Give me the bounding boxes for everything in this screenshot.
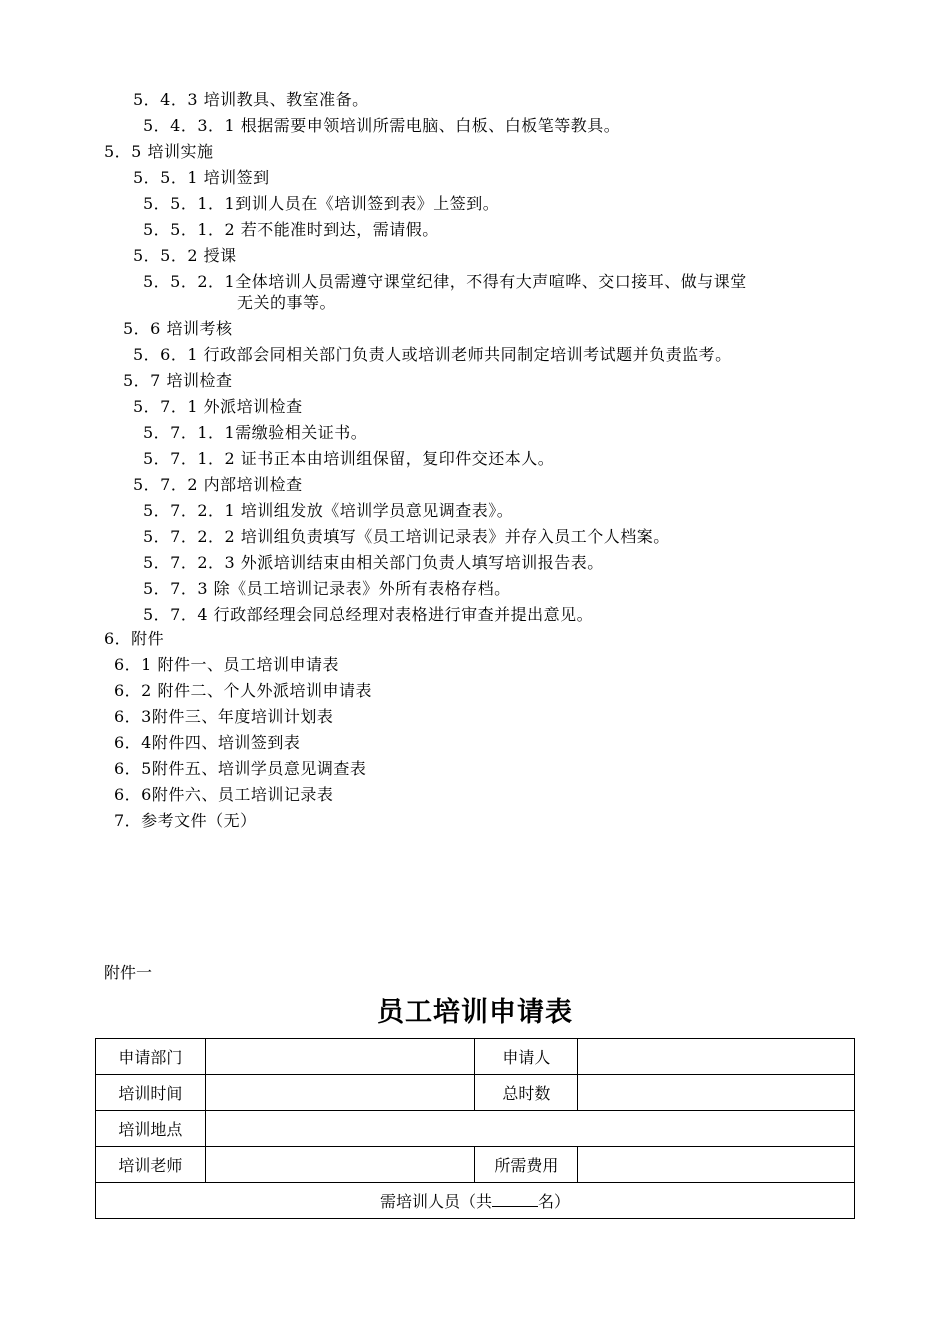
clause-6-5: 6．5附件五、培训学员意见调查表 [114,759,367,778]
clause-5-5-1-2: 5．5．1．2 若不能准时到达，需请假。 [143,220,439,239]
hours-field[interactable] [578,1075,855,1111]
clause-5-7-1: 5．7．1 外派培训检查 [133,397,303,416]
time-field[interactable] [205,1075,475,1111]
dept-label: 申请部门 [96,1039,206,1075]
applicant-label: 申请人 [475,1039,578,1075]
dept-field[interactable] [205,1039,475,1075]
hours-label: 总时数 [475,1075,578,1111]
form-row-department [96,1039,855,1075]
form-row-teacher [96,1147,855,1183]
time-label: 培训时间 [96,1075,206,1111]
staff-count-blank[interactable] [492,1192,538,1207]
clause-5-4-3: 5．4．3 培训教具、教室准备。 [133,90,369,109]
clause-5-5-2: 5．5．2 授课 [133,246,237,265]
form-row-staff [96,1183,855,1219]
clause-5-7-3: 5．7．3 除《员工培训记录表》外所有表格存档。 [143,579,511,598]
clause-5-7-2-2: 5．7．2．2 培训组负责填写《员工培训记录表》并存入员工个人档案。 [143,527,670,546]
clause-6-6: 6．6附件六、员工培训记录表 [114,785,334,804]
clause-6-1: 6．1 附件一、员工培训申请表 [114,655,339,674]
staff-count-cell [96,1183,855,1219]
clause-5-7-2-1: 5．7．2．1 培训组发放《培训学员意见调查表》。 [143,501,514,520]
form-title: 员工培训申请表 [377,997,573,1028]
teacher-label: 培训老师 [96,1147,206,1183]
place-label: 培训地点 [96,1111,206,1147]
clause-5-5-2-1: 5．5．2．1全体培训人员需遵守课堂纪律，不得有大声喧哗、交口接耳、做与课堂 [143,272,747,291]
clause-6-4: 6．4附件四、培训签到表 [114,733,301,752]
applicant-field[interactable] [578,1039,855,1075]
clause-5-5-2-1-continued: 无关的事等。 [237,293,337,312]
staff-prefix: 需培训人员（共 [379,1192,492,1211]
clause-5-7-2: 5．7．2 内部培训检查 [133,475,303,494]
cost-field[interactable] [578,1147,855,1183]
attachment-label: 附件一 [104,963,153,982]
clause-6-3: 6．3附件三、年度培训计划表 [114,707,334,726]
staff-suffix: 名） [538,1192,571,1211]
clause-5-6-1: 5．6．1 行政部会同相关部门负责人或培训老师共同制定培训考试题并负责监考。 [133,345,732,364]
training-application-form [95,1038,855,1219]
section-7: 7．参考文件（无） [114,811,257,830]
clause-5-7: 5．7 培训检查 [123,371,233,390]
clause-5-5-1-1: 5．5．1．1到训人员在《培训签到表》上签到。 [143,194,500,213]
clause-6-2: 6．2 附件二、个人外派培训申请表 [114,681,372,700]
section-6: 6．附件 [104,629,165,648]
form-row-time [96,1075,855,1111]
clause-5-4-3-1: 5．4．3．1 根据需要申领培训所需电脑、白板、白板笔等教具。 [143,116,621,135]
place-field[interactable] [205,1111,854,1147]
clause-5-7-1-2: 5．7．1．2 证书正本由培训组保留，复印件交还本人。 [143,449,555,468]
form-row-place [96,1111,855,1147]
cost-label: 所需费用 [475,1147,578,1183]
clause-5-5: 5．5 培训实施 [104,142,214,161]
clause-5-7-1-1: 5．7．1．1需缴验相关证书。 [143,423,368,442]
clause-5-6: 5．6 培训考核 [123,319,233,338]
clause-5-5-1: 5．5．1 培训签到 [133,168,270,187]
clause-5-7-2-3: 5．7．2．3 外派培训结束由相关部门负责人填写培训报告表。 [143,553,604,572]
clause-5-7-4: 5．7．4 行政部经理会同总经理对表格进行审查并提出意见。 [143,605,594,624]
teacher-field[interactable] [205,1147,475,1183]
